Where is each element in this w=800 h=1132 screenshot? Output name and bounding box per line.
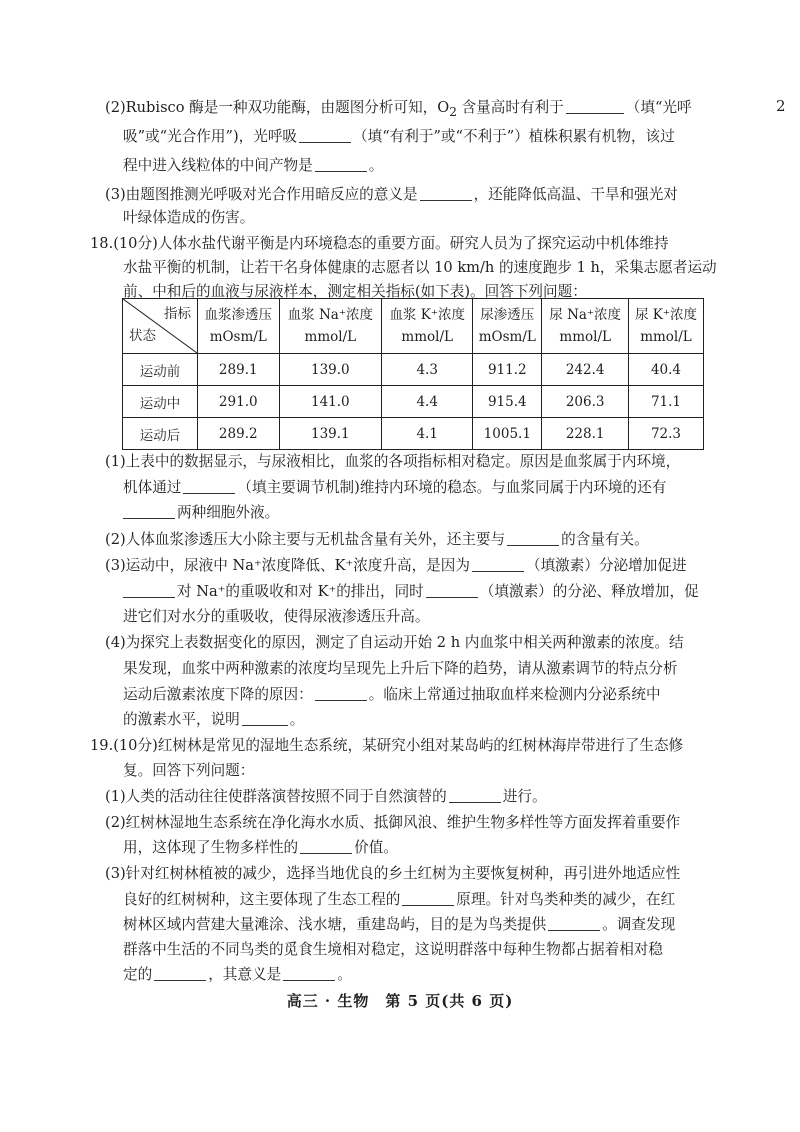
answer-blank[interactable] xyxy=(123,583,175,598)
q18-part3-line2: 对 Na⁺的重吸收和对 K⁺的排出，同时 （填激素）的分泌、释放增加，促 xyxy=(123,582,699,602)
table-cell: 4.1 xyxy=(382,418,473,450)
q18-part3-line1: (3)运动中，尿液中 Na⁺浓度降低、K⁺浓度升高，是因为 （填激素）分泌增加促进 xyxy=(105,557,687,574)
q19-intro-line1: 19.(10分)红树林是常见的湿地生态系统，某研究小组对某岛屿的红树林海岸带进行了生态修 xyxy=(90,737,684,754)
page-edge-mark: 2 xyxy=(776,97,786,115)
table-cell: 141.0 xyxy=(279,386,382,418)
table-cell: 71.1 xyxy=(628,386,703,418)
table-cell: 1005.1 xyxy=(473,418,542,450)
table-cell: 911.2 xyxy=(473,354,542,386)
table-header-row xyxy=(123,299,704,354)
table-header-cell: 血浆渗透压 mOsm/L xyxy=(198,299,280,354)
answer-blank[interactable] xyxy=(449,788,501,803)
table-cell: 242.4 xyxy=(542,354,629,386)
table-cell: 40.4 xyxy=(628,354,703,386)
table-cell: 289.1 xyxy=(198,354,280,386)
q18-intro-line2: 水盐平衡的机制，让若干名身体健康的志愿者以 10 km/h 的速度跑步 1 h，采集志愿者运动 xyxy=(123,259,717,276)
table-header-cell: 尿渗透压 mOsm/L xyxy=(473,299,542,354)
table-row xyxy=(123,354,704,386)
q19-part3-line4: 群落中生活的不同鸟类的觅食生境相对稳定，这说明群落中每种生物都占据着相对稳 xyxy=(123,941,663,958)
table-header-cell: 血浆 K⁺浓度 mmol/L xyxy=(382,299,473,354)
q17-part3-line2: 叶绿体造成的伤害。 xyxy=(123,209,255,226)
q19-part3-line5: 定的 ，其意义是 。 xyxy=(123,966,352,983)
q18-part4-line2: 果发现，血浆中两种激素的浓度均呈现先上升后下降的趋势，请从激素调节的特点分析 xyxy=(123,660,678,677)
answer-blank[interactable] xyxy=(300,839,352,854)
q17-part2-line1: (2)Rubisco 酶是一种双功能酶，由题图分析可知，$O_2$ 含量高时有利于 （填“光呼 xyxy=(105,99,692,119)
data-table xyxy=(122,298,704,450)
table-state-cell: 运动前 xyxy=(123,354,198,386)
table-corner-cell: 指标 状态 xyxy=(123,299,198,354)
q18-intro-line3: 前、中和后的血液与尿液样本，测定相关指标(如下表)。回答下列问题： xyxy=(123,283,587,300)
table-cell: 206.3 xyxy=(542,386,629,418)
table-cell: 72.3 xyxy=(628,418,703,450)
answer-blank[interactable] xyxy=(299,128,351,143)
q19-part3-line1: (3)针对红树林植被的减少，选择当地优良的乡土红树为主要恢复树种，再引进外地适应性 xyxy=(105,865,681,882)
q18-part1-line3: 两种细胞外液。 xyxy=(123,503,279,523)
table-header-cell: 血浆 Na⁺浓度 mmol/L xyxy=(279,299,382,354)
table-header-cell: 尿 K⁺浓度 mmol/L xyxy=(628,299,703,354)
q19-part2-line2: 用，这体现了生物多样性的 价值。 xyxy=(123,839,398,856)
table-cell: 4.3 xyxy=(382,354,473,386)
answer-blank[interactable] xyxy=(154,966,206,981)
answer-blank[interactable] xyxy=(548,916,600,931)
page-footer: 高三 · 生物 第 5 页(共 6 页) xyxy=(286,992,514,1010)
q18-part2: (2)人体血浆渗透压大小除主要与无机盐含量有关外，还主要与 的含量有关。 xyxy=(105,531,649,548)
q19-intro-line2: 复。回答下列问题： xyxy=(123,762,255,779)
table-state-cell: 运动后 xyxy=(123,418,198,450)
table-row xyxy=(123,386,704,418)
table-header-cell: 尿 Na⁺浓度 mmol/L xyxy=(542,299,629,354)
q18-part4-line1: (4)为探究上表数据变化的原因，测定了自运动开始 2 h 内血浆中相关两种激素的浓度。结 xyxy=(105,634,684,651)
answer-blank[interactable] xyxy=(315,157,367,172)
q18-intro-line1: 18.(10分)人体水盐代谢平衡是内环境稳态的重要方面。研究人员为了探究运动中机体维持 xyxy=(90,235,669,252)
answer-blank[interactable] xyxy=(566,99,624,114)
table-cell: 291.0 xyxy=(198,386,280,418)
table-cell: 4.4 xyxy=(382,386,473,418)
q18-part4-line4: 的激素水平，说明 。 xyxy=(123,711,305,728)
table-cell: 228.1 xyxy=(542,418,629,450)
q18-part1-line1: (1)上表中的数据显示，与尿液相比，血浆的各项指标相对稳定。原因是血浆属于内环境， xyxy=(105,453,681,470)
q17-part2-line3: 程中进入线粒体的中间产物是 。 xyxy=(123,157,384,174)
answer-blank[interactable] xyxy=(426,583,478,598)
answer-blank[interactable] xyxy=(283,966,335,981)
q19-part1: (1)人类的活动往往使群落演替按照不同于自然演替的 进行。 xyxy=(105,788,547,805)
answer-blank[interactable] xyxy=(183,479,235,494)
q17-part3-line1: (3)由题图推测光呼吸对光合作用暗反应的意义是 ，还能降低高温、干旱和强光对 xyxy=(105,186,678,203)
answer-blank[interactable] xyxy=(123,504,175,519)
table-state-cell: 运动中 xyxy=(123,386,198,418)
answer-blank[interactable] xyxy=(315,686,367,701)
answer-blank[interactable] xyxy=(242,711,288,726)
q19-part3-line2: 良好的红树树种，这主要体现了生态工程的 原理。针对鸟类种类的减少，在红 xyxy=(123,891,676,908)
q19-part3-line3: 树林区域内营建大量滩涂、浅水塘，重建岛屿，目的是为鸟类提供 。调查发现 xyxy=(123,916,676,933)
q18-part1-line2: 机体通过 （填主要调节机制)维持内环境的稳态。与血浆同属于内环境的还有 xyxy=(123,479,667,496)
answer-blank[interactable] xyxy=(402,891,454,906)
q18-part4-line3: 运动后激素浓度下降的原因： 。临床上常通过抽取血样来检测内分泌系统中 xyxy=(123,686,661,703)
table-cell: 139.1 xyxy=(279,418,382,450)
table-cell: 139.0 xyxy=(279,354,382,386)
table-cell: 915.4 xyxy=(473,386,542,418)
q19-part2-line1: (2)红树林湿地生态系统在净化海水水质、抵御风浪、维护生物多样性等方面发挥着重要作 xyxy=(105,814,681,831)
q18-part3-line3: 进它们对水分的重吸收，使得尿液渗透压升高。 xyxy=(123,608,430,625)
answer-blank[interactable] xyxy=(420,186,472,201)
q17-part2-line2: 吸”或“光合作用”)，光呼吸 （填“有利于”或“不利于”）植株积累有机物，该过 xyxy=(123,128,675,145)
table-cell: 289.2 xyxy=(198,418,280,450)
answer-blank[interactable] xyxy=(507,531,559,546)
table-row xyxy=(123,418,704,450)
answer-blank[interactable] xyxy=(472,557,524,572)
